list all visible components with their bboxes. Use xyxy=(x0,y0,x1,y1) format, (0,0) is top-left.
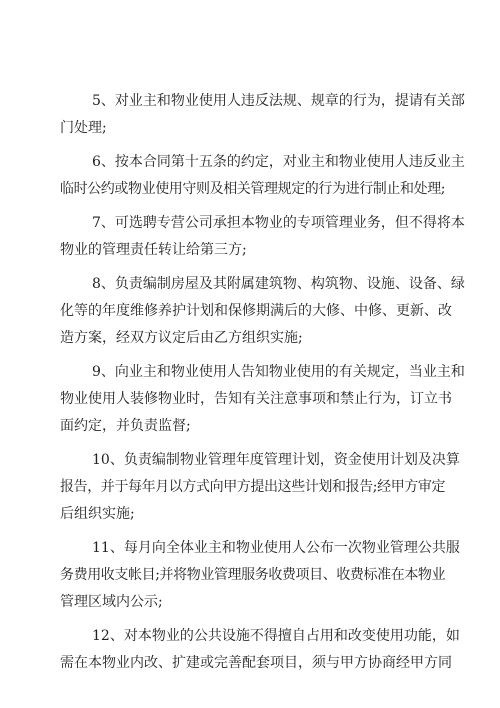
clause-8-line-2: 化等的年度维修养护计划和保修期满后的大修、中修、更新、改 xyxy=(60,303,452,319)
clause-8-line-1: 8、负责编制房屋及其附属建筑物、构筑物、设施、设备、绿 xyxy=(92,276,465,292)
clause-9-line-1: 9、向业主和物业使用人告知物业使用的有关规定，当业主和 xyxy=(92,364,465,380)
clause-12-line-2: 需在本物业内改、扩建或完善配套项目，须与甲方协商经甲方同 xyxy=(60,655,452,671)
clause-11-line-1: 11、每月向全体业主和物业使用人公布一次物业管理公共服 xyxy=(92,540,460,556)
clause-6 xyxy=(60,149,465,203)
clause-5 xyxy=(60,88,465,142)
clause-11-line-3: 管理区域内公示; xyxy=(60,594,163,610)
clause-9-line-3: 面约定，并负责监督; xyxy=(60,418,191,434)
clause-11 xyxy=(60,535,460,616)
clause-7-line-1: 7、可选聘专营公司承担本物业的专项管理业务，但不得将本 xyxy=(92,215,465,231)
clause-10-line-1: 10、负责编制物业管理年度管理计划，资金使用计划及决算 xyxy=(92,452,460,468)
clause-10-line-2: 报告，并于每年月以方式向甲方提出这些计划和报告;经甲方审定 xyxy=(60,479,446,495)
clause-12-line-1: 12、对本物业的公共设施不得擅自占用和改变使用功能，如 xyxy=(92,628,460,644)
clause-11-line-2: 务费用收支帐目;并将物业管理服务收费项目、收费标准在本物业 xyxy=(60,567,446,583)
clause-7 xyxy=(60,210,465,264)
clause-9-line-2: 物业使用人装修物业时，告知有关注意事项和禁止行为，订立书 xyxy=(60,391,452,407)
clause-9 xyxy=(60,359,465,440)
clause-7-line-2: 物业的管理责任转让给第三方; xyxy=(60,242,247,258)
clause-12 xyxy=(60,623,460,677)
document-body xyxy=(60,88,465,684)
clause-6-line-2: 临时公约或物业使用守则及相关管理规定的行为进行制止和处理; xyxy=(60,181,446,197)
clause-5-line-2: 门处理; xyxy=(60,120,107,136)
clause-8-line-3: 造方案，经双方议定后由乙方组织实施; xyxy=(60,330,303,346)
clause-10-line-3: 后组织实施; xyxy=(60,506,135,522)
clause-10 xyxy=(60,447,460,528)
clause-8 xyxy=(60,271,465,352)
clause-5-line-1: 5、对业主和物业使用人违反法规、规章的行为，提请有关部 xyxy=(92,93,465,109)
clause-6-line-1: 6、按本合同第十五条的约定，对业主和物业使用人违反业主 xyxy=(92,154,465,170)
